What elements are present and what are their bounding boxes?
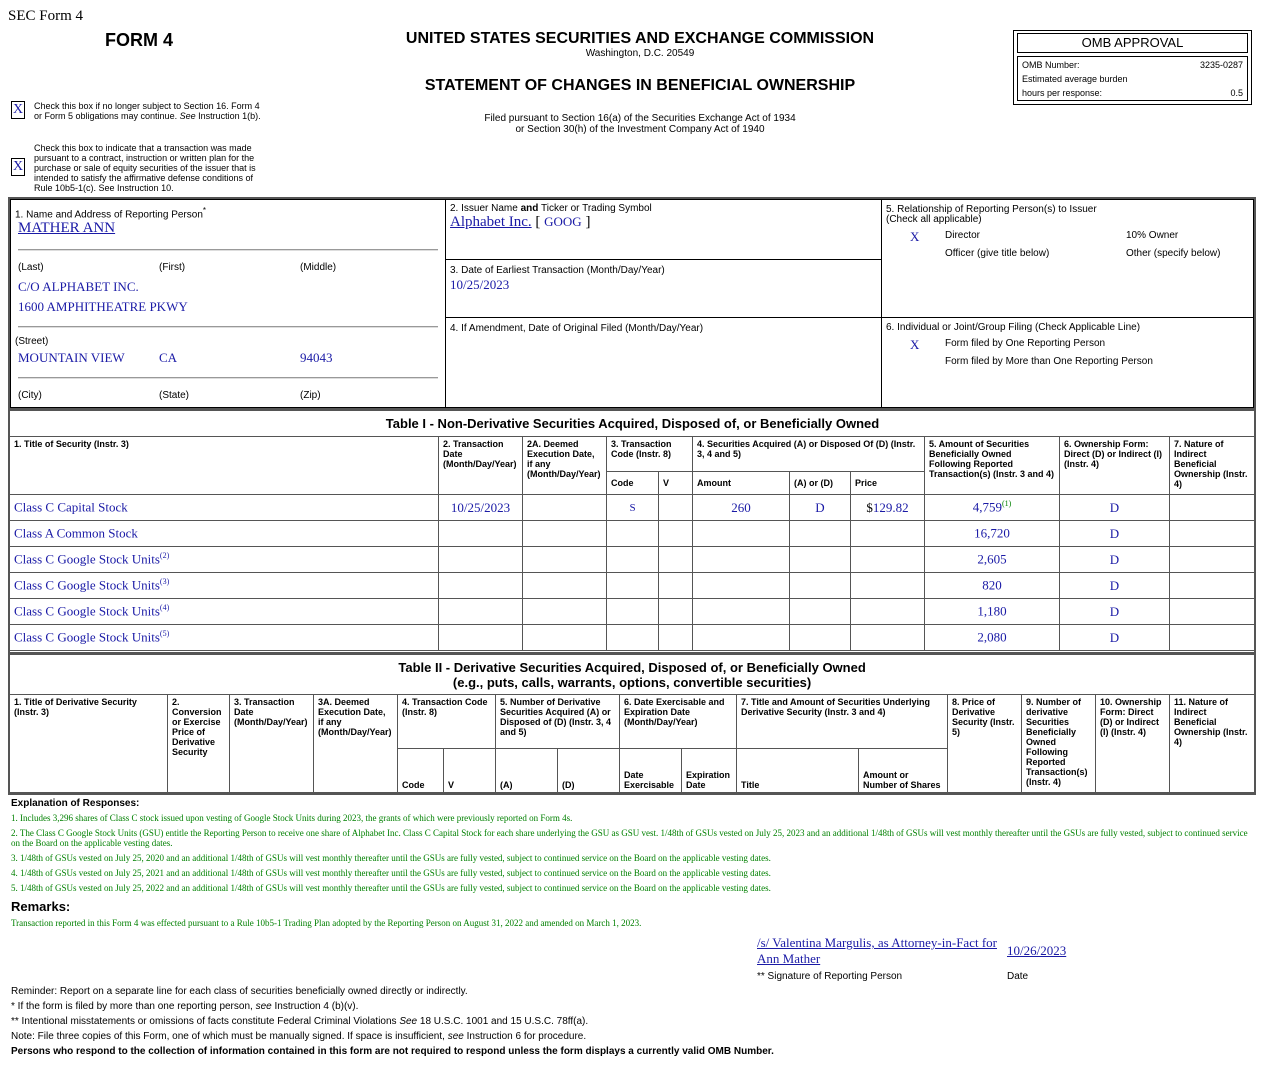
table-row xyxy=(10,521,1256,547)
t2-sub-title: Title xyxy=(737,749,859,793)
filed-line-1: Filed pursuant to Section 16(a) of the Securities Exchange Act of 1934 xyxy=(484,113,796,124)
deemed-date xyxy=(523,625,607,651)
deemed-date xyxy=(523,599,607,625)
box3-label: 3. Date of Earliest Transaction (Month/Day/Year) xyxy=(450,265,665,276)
box5-label: 5. Relationship of Reporting Person(s) to Issuer xyxy=(886,204,1097,215)
table-row xyxy=(10,495,1256,521)
state-label: (State) xyxy=(159,390,190,401)
deemed-date xyxy=(523,495,607,521)
nature-of-ownership xyxy=(1170,573,1256,599)
t2-col-title: 1. Title of Derivative Security (Instr. 3) xyxy=(10,695,168,793)
divider xyxy=(18,377,438,379)
amount xyxy=(693,521,790,547)
t2-sub-exercisable: Date Exercisable xyxy=(620,749,682,793)
acquired-or-disposed xyxy=(790,547,851,573)
deemed-date xyxy=(523,521,607,547)
omb-burden-label: Estimated average burden xyxy=(1022,74,1128,84)
director-check[interactable]: X xyxy=(910,229,920,244)
earliest-transaction-date: 10/25/2023 xyxy=(450,277,510,292)
security-title: Class A Common Stock xyxy=(10,521,439,547)
omb-number-label: OMB Number: xyxy=(1022,60,1080,70)
amount-owned: 820 xyxy=(925,573,1060,599)
amount-owned: 1,180 xyxy=(925,599,1060,625)
transaction-v xyxy=(659,495,693,521)
nature-of-ownership xyxy=(1170,599,1256,625)
nature-of-ownership xyxy=(1170,521,1256,547)
t2-sub-a: (A) xyxy=(496,749,558,793)
table1-title: Table I - Non-Derivative Securities Acquired, Disposed of, or Beneficially Owned xyxy=(10,411,1256,437)
transaction-code xyxy=(607,599,659,625)
footnote: 3. 1/48th of GSUs vested on July 25, 2020 and an additional 1/48th of GSUs will vest monthly thereafter until the GSUs are fully vested, subject to continued service on the Board on the applicable vesting dates. xyxy=(11,853,771,863)
security-title: Class C Google Stock Units$^{(3)}$ xyxy=(10,573,439,599)
acquired-or-disposed xyxy=(790,599,851,625)
t1-sub-price: Price xyxy=(851,472,925,495)
nature-of-ownership xyxy=(1170,495,1256,521)
transaction-v xyxy=(659,599,693,625)
footer-note-1: * If the form is filed by more than one reporting person, see Instruction 4 (b)(v). xyxy=(11,1001,359,1012)
street-label: (Street) xyxy=(15,336,49,347)
omb-number-value: 3235-0287 xyxy=(1199,60,1243,70)
t1-col-owned: 5. Amount of Securities Beneficially Owned Following Reported Transaction(s) (Instr. 3 and 4) xyxy=(925,437,1060,495)
omb-approval-box xyxy=(1013,30,1252,105)
remarks-text: Transaction reported in this Form 4 was effected pursuant to a Rule 10b5-1 Trading Plan adopted by the Reporting Person on August 31, 2022 and amended on March 1, 2023. xyxy=(11,918,642,928)
t1-col-title: 1. Title of Security (Instr. 3) xyxy=(10,437,439,495)
box4-label: 4. If Amendment, Date of Original Filed (Month/Day/Year) xyxy=(450,323,704,334)
footer-omb-notice: Persons who respond to the collection of information contained in this form are not required to respond unless the form displays a currently valid OMB Number. xyxy=(11,1046,774,1057)
t2-col-date: 3. Transaction Date (Month/Day/Year) xyxy=(230,695,314,793)
omb-hours-value: 0.5 xyxy=(1230,88,1243,98)
transaction-v xyxy=(659,625,693,651)
acquired-or-disposed xyxy=(790,521,851,547)
transaction-date xyxy=(439,521,523,547)
statement-title: STATEMENT OF CHANGES IN BENEFICIAL OWNERSHIP xyxy=(424,77,856,94)
transaction-date xyxy=(439,599,523,625)
table2-derivative xyxy=(9,654,1255,793)
amount-owned: 4,759$^{(1)}$ xyxy=(925,495,1060,521)
zip-value: 94043 xyxy=(300,350,333,365)
nature-of-ownership xyxy=(1170,547,1256,573)
zip-label: (Zip) xyxy=(300,390,321,401)
footer-reminder: Reminder: Report on a separate line for each class of securities beneficially owned directly or indirectly. xyxy=(11,986,468,997)
t1-col-deemed: 2A. Deemed Execution Date, if any (Month/Day/Year) xyxy=(523,437,607,495)
rule10b5-checkbox[interactable]: X xyxy=(12,159,24,174)
amount-owned: 2,080 xyxy=(925,625,1060,651)
nature-of-ownership xyxy=(1170,625,1256,651)
t1-col-date: 2. Transaction Date (Month/Day/Year) xyxy=(439,437,523,495)
divider xyxy=(18,326,438,328)
one-person-label: Form filed by One Reporting Person xyxy=(945,338,1106,349)
filed-line-2: or Section 30(h) of the Investment Company Act of 1940 xyxy=(515,124,765,135)
transaction-code xyxy=(607,573,659,599)
amount xyxy=(693,573,790,599)
t2-col-price: 8. Price of Derivative Security (Instr. 5) xyxy=(948,695,1022,793)
other-label: Other (specify below) xyxy=(1126,248,1221,259)
transaction-v xyxy=(659,521,693,547)
signature-date-label: Date xyxy=(1007,971,1029,982)
acquired-or-disposed: D xyxy=(790,495,851,521)
officer-label: Officer (give title below) xyxy=(945,248,1050,259)
box6-label: 6. Individual or Joint/Group Filing (Check Applicable Line) xyxy=(886,322,1141,333)
footnote: 5. 1/48th of GSUs vested on July 25, 2022 and an additional 1/48th of GSUs will vest monthly thereafter until the GSUs are fully vested, subject to continued service on the Board on the applicable vesting dates. xyxy=(11,883,771,893)
t1-sub-aord: (A) or (D) xyxy=(790,472,851,495)
transaction-code xyxy=(607,625,659,651)
t1-col-code: 3. Transaction Code (Instr. 8) xyxy=(607,437,693,472)
acquired-or-disposed xyxy=(790,625,851,651)
deemed-date xyxy=(523,547,607,573)
t1-col-nature: 7. Nature of Indirect Beneficial Ownership (Instr. 4) xyxy=(1170,437,1256,495)
t2-col-exercisable: 6. Date Exercisable and Expiration Date (Month/Day/Year) xyxy=(620,695,737,749)
omb-hours-label: hours per response: xyxy=(1022,88,1103,98)
t2-col-form: 10. Ownership Form: Direct (D) or Indirect (I) (Instr. 4) xyxy=(1096,695,1170,793)
t2-col-nature: 11. Nature of Indirect Beneficial Ownership (Instr. 4) xyxy=(1170,695,1255,793)
transaction-date: 10/25/2023 xyxy=(439,495,523,521)
transaction-date xyxy=(439,547,523,573)
city-value: MOUNTAIN VIEW xyxy=(18,350,125,365)
amount: 260 xyxy=(693,495,790,521)
t1-col-acquired: 4. Securities Acquired (A) or Disposed Of (D) (Instr. 3, 4 and 5) xyxy=(693,437,925,472)
box4-amendment xyxy=(445,317,882,408)
transaction-v xyxy=(659,573,693,599)
t2-col-underlying: 7. Title and Amount of Securities Underlying Derivative Security (Instr. 3 and 4) xyxy=(737,695,948,749)
section16-checkbox[interactable]: X xyxy=(12,102,24,117)
t2-col-code: 4. Transaction Code (Instr. 8) xyxy=(398,695,496,749)
box6-filing xyxy=(881,317,1254,408)
transaction-date xyxy=(439,625,523,651)
price: $129.82 xyxy=(851,495,925,521)
last-label: (Last) xyxy=(18,262,44,273)
table2-title: Table II - Derivative Securities Acquired, Disposed of, or Beneficially Owned (e.g., puts, calls, warrants, options, convertible securities) xyxy=(10,655,1255,695)
box1-reporting-person xyxy=(10,199,446,408)
issuer-line: Alphabet Inc. [ GOOG ] xyxy=(450,214,591,230)
t1-sub-amount: Amount xyxy=(693,472,790,495)
t1-sub-code: Code xyxy=(607,472,659,495)
agency-location: Washington, D.C. 20549 xyxy=(585,48,695,59)
security-title: Class C Google Stock Units$^{(4)}$ xyxy=(10,599,439,625)
box2-label: 2. Issuer Name and Ticker or Trading Symbol xyxy=(450,203,652,214)
amount xyxy=(693,599,790,625)
agency-title: UNITED STATES SECURITIES AND EXCHANGE COMMISSION xyxy=(405,30,875,47)
explanation-label: Explanation of Responses: xyxy=(11,798,140,809)
security-title: Class C Capital Stock xyxy=(10,495,439,521)
form-title: FORM 4 xyxy=(105,30,174,50)
state-value: CA xyxy=(159,350,178,365)
reporting-person-name-link[interactable]: MATHER ANN xyxy=(18,220,116,236)
transaction-date xyxy=(439,573,523,599)
transaction-code xyxy=(607,547,659,573)
one-person-check[interactable]: X xyxy=(910,337,920,352)
transaction-code xyxy=(607,521,659,547)
t2-col-number: 5. Number of Derivative Securities Acquired (A) or Disposed of (D) (Instr. 3, 4 and 5) xyxy=(496,695,620,749)
deemed-date xyxy=(523,573,607,599)
t2-col-deemed: 3A. Deemed Execution Date, if any (Month/Day/Year) xyxy=(314,695,398,793)
first-label: (First) xyxy=(159,262,186,273)
transaction-v xyxy=(659,547,693,573)
price xyxy=(851,521,925,547)
ownership-form: D xyxy=(1060,573,1170,599)
address-line-1: C/O ALPHABET INC. xyxy=(18,279,139,294)
middle-label: (Middle) xyxy=(300,262,337,273)
box1-label: 1. Name and Address of Reporting Person* xyxy=(15,206,207,221)
t2-sub-d: (D) xyxy=(558,749,620,793)
t2-col-owned: 9. Number of derivative Securities Beneficially Owned Following Reported Transaction(s) (Instr. 4) xyxy=(1022,695,1096,793)
box5-sublabel: (Check all applicable) xyxy=(886,214,982,225)
box3-transaction-date xyxy=(445,259,882,318)
box2-issuer xyxy=(445,199,882,260)
footnote: 2. The Class C Google Stock Units (GSU) entitle the Reporting Person to receive one share of Alphabet Inc. Class C Capital Stock for each share underlying the GSU as GSU vest. 1/48th of GSUs vested on July 25, 2023 and an additional 1/48th of GSUs will vest monthly thereafter until the GSUs are fully vested, subject to continued service on the Board on the applicable vesting dates. xyxy=(11,828,1248,848)
ownership-form: D xyxy=(1060,599,1170,625)
ten-percent-owner-label: 10% Owner xyxy=(1126,230,1179,241)
explanation-notes xyxy=(11,813,1251,898)
price xyxy=(851,573,925,599)
table-row xyxy=(10,625,1256,651)
city-label: (City) xyxy=(18,390,42,401)
t2-sub-v: V xyxy=(444,749,496,793)
t2-sub-amount: Amount or Number of Shares xyxy=(859,749,948,793)
acquired-or-disposed xyxy=(790,573,851,599)
amount-owned: 2,605 xyxy=(925,547,1060,573)
table1-non-derivative xyxy=(9,410,1256,651)
table-row xyxy=(10,573,1256,599)
t1-sub-v: V xyxy=(659,472,693,495)
signature-label: ** Signature of Reporting Person xyxy=(757,971,903,982)
omb-details xyxy=(1017,56,1248,101)
t1-col-form: 6. Ownership Form: Direct (D) or Indirect (I) (Instr. 4) xyxy=(1060,437,1170,495)
table-row xyxy=(10,547,1256,573)
amount xyxy=(693,625,790,651)
security-title: Class C Google Stock Units$^{(5)}$ xyxy=(10,625,439,651)
footnote: 4. 1/48th of GSUs vested on July 25, 2021 and an additional 1/48th of GSUs will vest monthly thereafter until the GSUs are fully vested, subject to continued service on the Board on the applicable vesting dates. xyxy=(11,868,771,878)
signature-link[interactable]: /s/ Valentina Margulis, as Attorney-in-Fact for Ann Mather xyxy=(757,935,997,966)
box5-relationship xyxy=(881,199,1254,318)
more-persons-label: Form filed by More than One Reporting Person xyxy=(945,356,1153,367)
amount-owned: 16,720 xyxy=(925,521,1060,547)
ownership-form: D xyxy=(1060,547,1170,573)
divider xyxy=(18,249,438,251)
t2-sub-code: Code xyxy=(398,749,444,793)
table-row xyxy=(10,599,1256,625)
transaction-code: S xyxy=(607,495,659,521)
address-line-2: 1600 AMPHITHEATRE PKWY xyxy=(18,299,188,314)
omb-title: OMB APPROVAL xyxy=(1017,33,1248,53)
section16-text: Check this box if no longer subject to Section 16. Form 4 or Form 5 obligations may continue. See Instruction 1(b). xyxy=(34,101,261,121)
ticker-symbol: GOOG xyxy=(544,214,582,229)
footer-note-3: Note: File three copies of this Form, one of which must be manually signed. If space is insufficient, see Instruction 6 for procedure. xyxy=(11,1031,587,1042)
signature-date-link[interactable]: 10/26/2023 xyxy=(1007,943,1067,958)
remarks-label: Remarks: xyxy=(11,899,71,914)
amount xyxy=(693,547,790,573)
price xyxy=(851,547,925,573)
price xyxy=(851,599,925,625)
security-title: Class C Google Stock Units$^{(2)}$ xyxy=(10,547,439,573)
ownership-form: D xyxy=(1060,521,1170,547)
director-label: Director xyxy=(945,230,981,241)
t2-sub-expiration: Expiration Date xyxy=(682,749,737,793)
rule10b5-text: Check this box to indicate that a transaction was made pursuant to a contract, instruction or written plan for the purchase or sale of equity securities of the issuer that is intended to satisfy the affirmative defense conditions of Rule 10b5-1(c). See Instruction 10. xyxy=(34,143,256,193)
price xyxy=(851,625,925,651)
issuer-name-link[interactable]: Alphabet Inc. xyxy=(450,214,532,230)
footer-note-2: ** Intentional misstatements or omissions of facts constitute Federal Criminal Violations See 18 U.S.C. 1001 and 15 U.S.C. 78ff(a). xyxy=(11,1016,589,1027)
footnote: 1. Includes 3,296 shares of Class C stock issued upon vesting of Google Stock Units during 2023, the grants of which were previously reported on Form 4s. xyxy=(11,813,573,823)
t2-col-conversion: 2. Conversion or Exercise Price of Derivative Security xyxy=(168,695,230,793)
doc-label: SEC Form 4 xyxy=(8,8,84,24)
ownership-form: D xyxy=(1060,495,1170,521)
ownership-form: D xyxy=(1060,625,1170,651)
